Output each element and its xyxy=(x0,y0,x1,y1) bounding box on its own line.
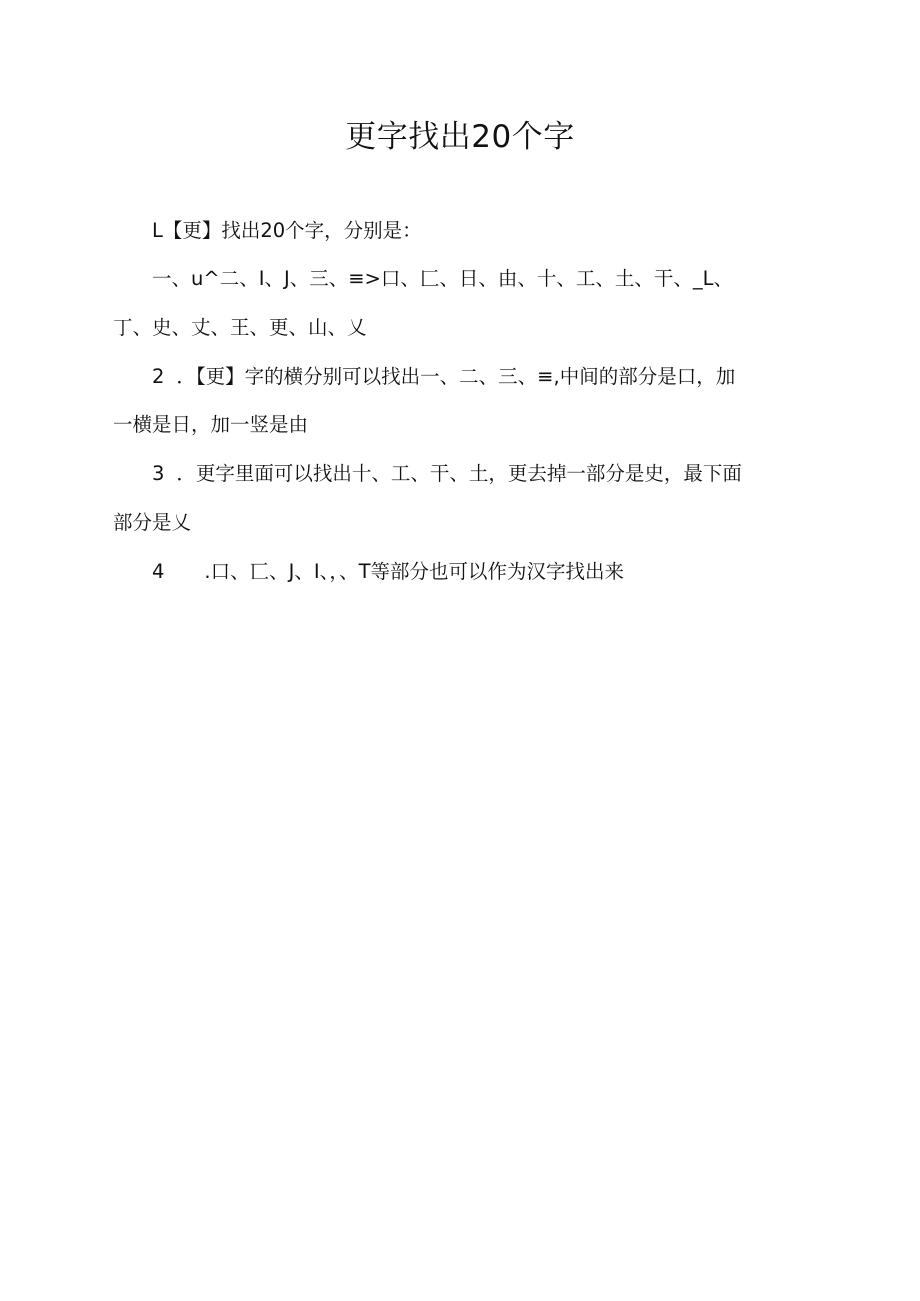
paragraph-1-line-3: 丁、史、丈、王、更、山、乂 xyxy=(113,316,367,339)
paragraph-2-line-1 xyxy=(152,362,735,392)
document-title: 更字找出20个字 xyxy=(345,119,575,155)
paragraph-3-line-1 xyxy=(152,459,742,489)
paragraph-1-line-1: L【更】找出20个字，分别是： xyxy=(152,219,422,242)
paragraph-3-text-1: ．更字里面可以找出十、工、干、土，更去掉一部分是史，最下面 xyxy=(176,462,742,485)
paragraph-3-number: 3 xyxy=(152,462,165,485)
paragraph-4-text-1: .口、匸、J、I、，、T等部分也可以作为汉字找出来 xyxy=(204,560,625,583)
paragraph-2-number: 2 xyxy=(152,365,165,388)
paragraph-3-line-2: 部分是乂 xyxy=(113,511,192,534)
paragraph-4-number: 4 xyxy=(152,560,165,583)
paragraph-2-line-2: 一横是日，加一竖是由 xyxy=(113,413,309,436)
paragraph-1-line-2: 一、u^二、I、J、三、≡>口、匚、日、由、十、工、土、干、_L、 xyxy=(152,267,733,290)
paragraph-2-text-1: ．【更】字的横分别可以找出一、二、三、≡,中间的部分是口，加 xyxy=(176,365,736,388)
paragraph-4-line-1 xyxy=(152,557,624,587)
